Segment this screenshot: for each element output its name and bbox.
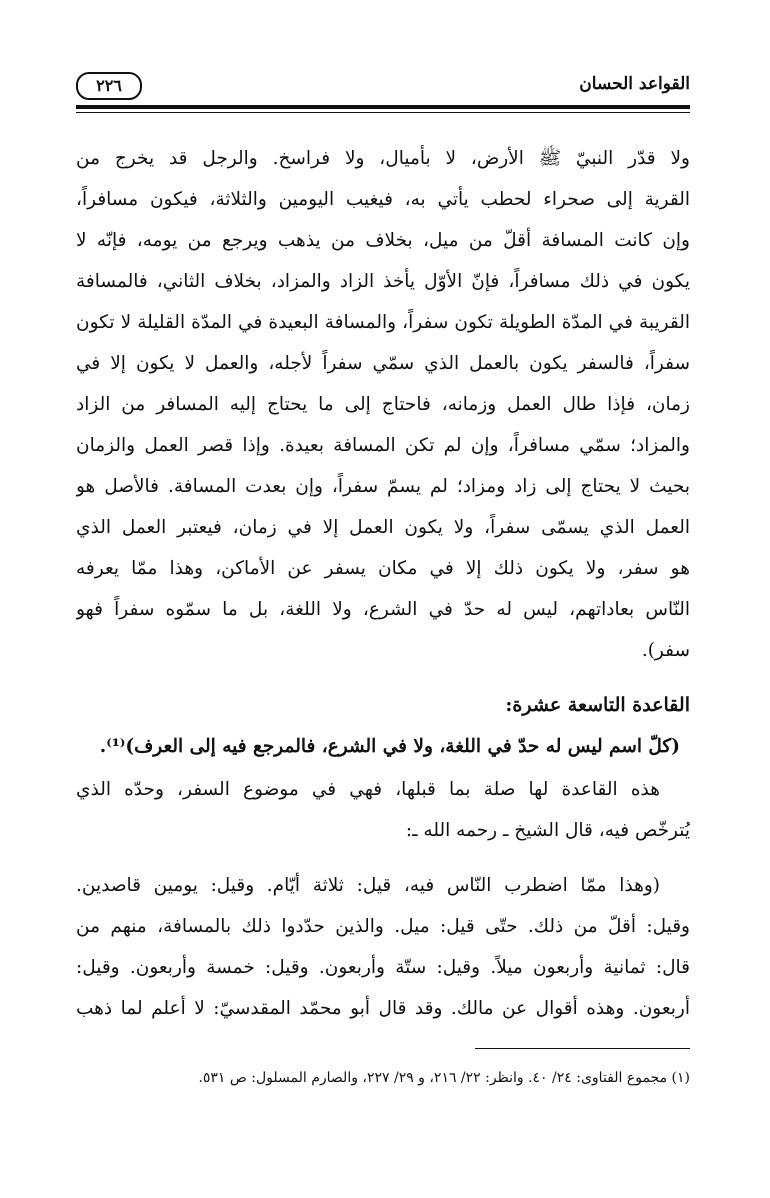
paragraph-2 (76, 769, 690, 851)
text-line: بحيث لا يحتاج إلى زاد ومزاد؛ لم يسمّ سفراً، وإن بعدت المسافة. فالأصل هو (76, 476, 690, 497)
paragraph-1 (76, 138, 690, 671)
text-line: النّاس بعاداتهم، ليس له حدّ في الشرع، ولا اللغة، بل ما سمّوه سفراً فهو (76, 599, 690, 620)
text-line: قال: ثمانية وأربعون ميلاً. وقيل: ستّة وأربعون. وقيل: خمسة وأربعون. وقيل: (76, 957, 690, 978)
paragraph-3 (76, 865, 690, 1029)
header-rule-thick (76, 105, 690, 109)
text-line: القريبة في المدّة الطويلة تكون سفراً، والمسافة البعيدة في المدّة القليلة لا تكون (76, 312, 690, 333)
rule-heading: القاعدة التاسعة عشرة: (505, 694, 690, 716)
text-line: سفر). (641, 640, 690, 661)
text-line: وقيل: أقلّ من ذلك. حتّى قيل: ميل. والذين حدّدوا ذلك بالمسافة، منهم من (76, 916, 690, 937)
text-line: والمزاد؛ سمّي مسافراً، وإن لم تكن المسافة بعيدة. وإذا قصر العمل والزمان (76, 435, 690, 456)
text-line: العمل الذي يسمّى سفراً، ولا يكون العمل إلا في زمان، فيعتبر العمل الذي (76, 517, 690, 538)
text-line: يكون في ذلك مسافراً، فإنّ الأوّل يأخذ الزاد والمزاد، بخلاف الثاني، فالمسافة (76, 271, 690, 292)
text-line: زمان، فإذا طال العمل وزمانه، فاحتاج إلى ما يحتاج إليه المسافر من الزاد (76, 394, 690, 415)
main-text (76, 138, 690, 1029)
text-line: هو سفر، ولا يكون ذلك إلا في مكان يسفر عن الأماكن، وهذا ممّا يعرفه (76, 558, 690, 579)
header-rule-thin (76, 112, 690, 113)
rule-statement: (كلّ اسم ليس له حدّ في اللغة، ولا في الشرع، فالمرجع فيه إلى العرف)⁽¹⁾. (99, 736, 680, 757)
text-line: وإن كانت المسافة أقلّ من ميل، بخلاف من يذهب ويرجع من يومه، فإنّه لا (76, 230, 690, 251)
text-line: هذه القاعدة لها صلة بما قبلها، فهي في موضوع السفر، وحدّه الذي (76, 779, 660, 800)
text-line: أربعون. وهذه أقوال عن مالك. وقد قال أبو محمّد المقدسيّ: لا أعلم لما ذهب (76, 998, 690, 1019)
text-line: يُترخّص فيه، قال الشيخ ـ رحمه الله ـ: (405, 820, 690, 841)
text-line: ولا قدّر النبيّ ﷺ الأرض، لا بأميال، ولا فراسخ. والرجل قد يخرج من (76, 148, 690, 169)
text-line: سفراً، فالسفر يكون بالعمل الذي سمّي سفراً لأجله، والعمل لا يكون إلا في (76, 353, 690, 374)
page-header (76, 72, 690, 102)
text-line: (وهذا ممّا اضطرب النّاس فيه، قيل: ثلاثة أيّام. وقيل: يومين قاصدين. (76, 875, 660, 896)
footnote-rule (475, 1048, 690, 1049)
running-title: القواعد الحسان (579, 74, 690, 94)
page-number: ٢٢٦ (76, 72, 142, 100)
text-line: القرية إلى صحراء لحطب يأتي به، فيغيب اليومين والثلاثة، فيكون مسافراً، (76, 189, 690, 210)
footnote: (١) مجموع الفتاوى: ٢٤/ ٤٠. وانظر: ٢٢/ ٢١٦، و ٢٩/ ٢٢٧، والصارم المسلول: ص ٥٣١. (198, 1070, 690, 1086)
